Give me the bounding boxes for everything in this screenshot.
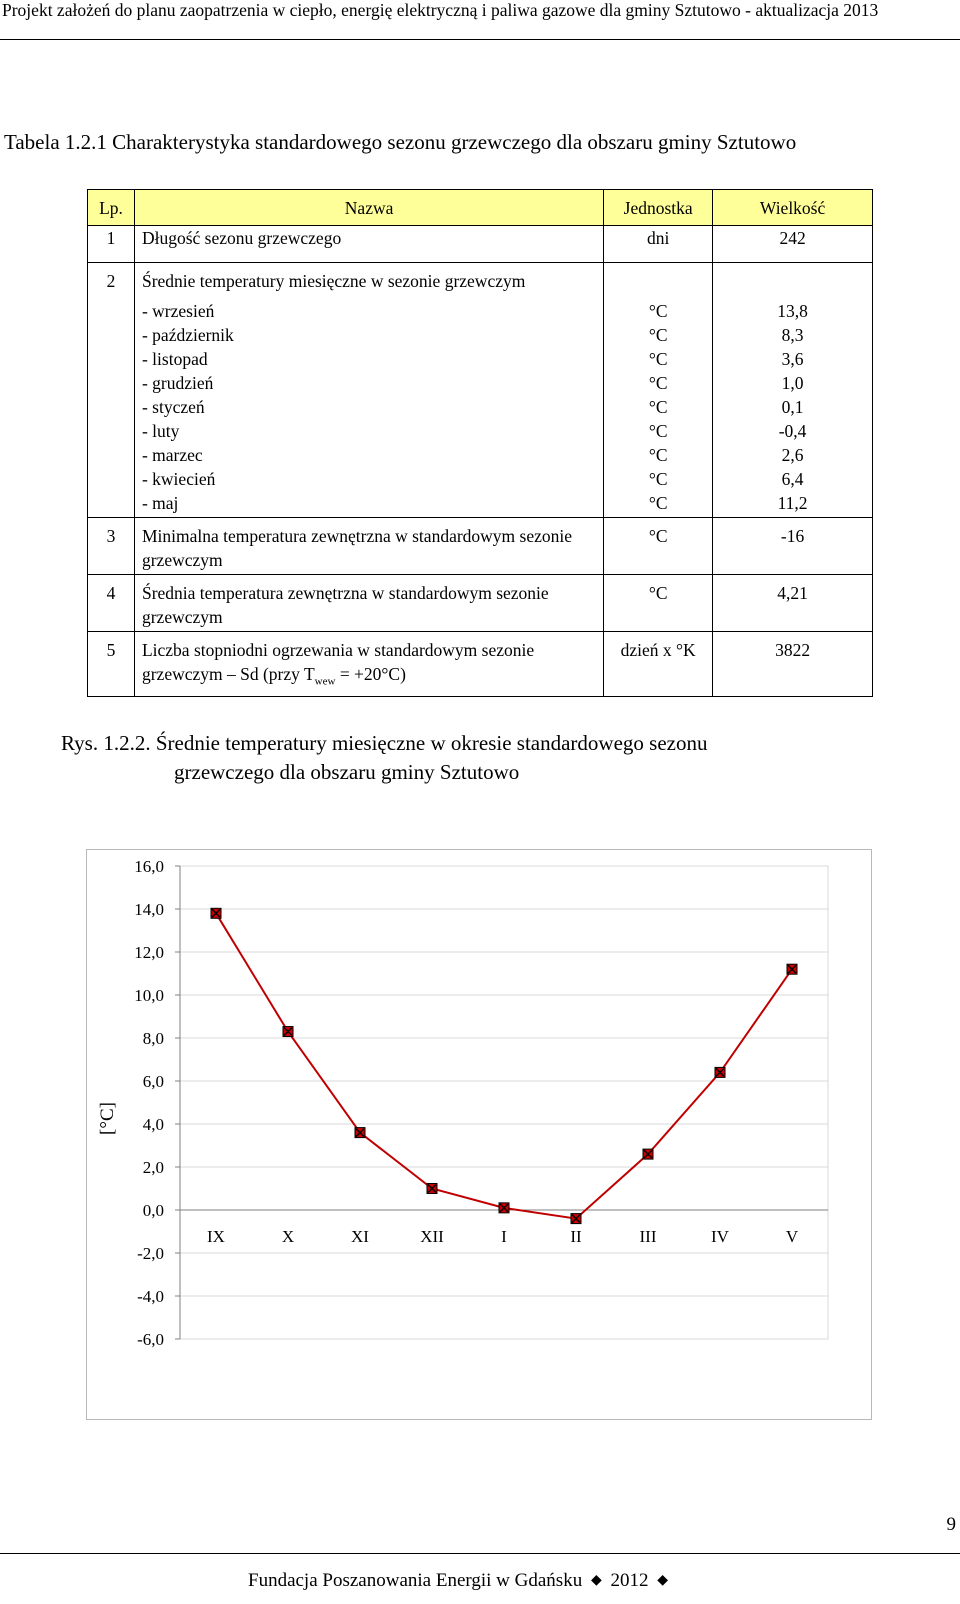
x-tick-label: XII: [420, 1227, 444, 1246]
month-value: 13,8: [777, 301, 808, 321]
y-tick-label: 2,0: [142, 1158, 164, 1177]
y-tick-label: 10,0: [134, 986, 164, 1005]
row-unit: °C: [604, 575, 713, 632]
month-name: - listopad: [141, 349, 208, 369]
month-unit: °C: [648, 445, 668, 465]
y-tick-label: -4,0: [137, 1287, 164, 1306]
month-value: 0,1: [781, 397, 804, 417]
row-lp: 1: [88, 226, 135, 263]
month-unit: °C: [648, 397, 668, 417]
month-name: - luty: [141, 421, 180, 441]
month-unit: °C: [648, 493, 668, 513]
row-value: -16: [713, 518, 873, 575]
x-tick-label: XI: [351, 1227, 369, 1246]
month-unit: °C: [648, 469, 668, 489]
row-name: Minimalna temperatura zewnętrzna w standardowym sezonie grzewczym: [134, 518, 603, 575]
x-tick-label: III: [639, 1227, 657, 1246]
row-lp: 5: [88, 632, 135, 697]
x-tick-label: I: [501, 1227, 507, 1246]
table-row: [88, 226, 873, 263]
y-tick-label: 12,0: [134, 943, 164, 962]
row-name-text-end: = +20°C): [335, 664, 406, 684]
month-unit: °C: [648, 349, 668, 369]
y-tick-label: 14,0: [134, 900, 164, 919]
month-name: - grudzień: [141, 373, 214, 393]
diamond-icon: ◆: [657, 1573, 669, 1588]
figure-caption-line2: grzewczego dla obszaru gminy Sztutowo: [174, 760, 520, 784]
month-value: 8,3: [781, 325, 804, 345]
y-axis-label: [°C]: [97, 1102, 118, 1135]
y-tick-label: 16,0: [134, 857, 164, 876]
row-name: Średnie temperatury miesięczne w sezonie grzewczym: [141, 271, 526, 291]
y-tick-label: -2,0: [137, 1244, 164, 1263]
y-tick-label: 8,0: [142, 1029, 164, 1048]
y-tick-label: 6,0: [142, 1072, 164, 1091]
table-caption: Tabela 1.2.1 Charakterystyka standardowego sezonu grzewczego dla obszaru gminy Sztutowo: [4, 130, 797, 154]
month-name: - maj: [141, 493, 179, 513]
month-name: - wrzesień: [141, 301, 215, 321]
table-row: [88, 518, 873, 575]
page-number: 9: [946, 1514, 956, 1535]
row-name-subscript: wew: [314, 675, 336, 688]
row-name: Średnia temperatura zewnętrzna w standardowym sezonie grzewczym: [134, 575, 603, 632]
month-value: 1,0: [781, 373, 804, 393]
row-unit: °C: [604, 518, 713, 575]
x-tick-label: IV: [711, 1227, 729, 1246]
series-line: [216, 913, 792, 1218]
row-lp: 2: [88, 263, 135, 518]
month-unit: °C: [648, 373, 668, 393]
y-tick-label: 0,0: [142, 1201, 164, 1220]
footer-year: 2012: [610, 1570, 649, 1591]
month-value: -0,4: [778, 421, 807, 441]
month-unit: °C: [648, 301, 668, 321]
x-tick-label: IX: [207, 1227, 225, 1246]
row-name: [134, 632, 603, 697]
heating-season-table: [87, 189, 873, 697]
footer-organization: Fundacja Poszanowania Energii w Gdańsku: [248, 1570, 583, 1591]
month-value: 3,6: [781, 349, 804, 369]
header-value: Wielkość: [713, 190, 873, 226]
chart-frame: [86, 849, 872, 1420]
figure-caption: [61, 729, 707, 787]
page-footer: [248, 1570, 672, 1592]
month-name: - marzec: [141, 445, 203, 465]
month-unit: °C: [648, 325, 668, 345]
x-tick-label: II: [570, 1227, 582, 1246]
table-row: [88, 575, 873, 632]
y-tick-label: -6,0: [137, 1330, 164, 1349]
page-header: [0, 0, 960, 40]
table-row: [88, 263, 873, 518]
row-unit: dni: [604, 226, 713, 263]
row-name: Długość sezonu grzewczego: [134, 226, 603, 263]
header-name: Nazwa: [134, 190, 603, 226]
figure-caption-line1: Rys. 1.2.2. Średnie temperatury miesięczne w okresie standardowego sezonu: [61, 731, 708, 755]
table-header-row: [88, 190, 873, 226]
header-unit: Jednostka: [604, 190, 713, 226]
month-value: 2,6: [781, 445, 804, 465]
month-name: - październik: [141, 325, 234, 345]
month-unit: °C: [648, 421, 668, 441]
row-value: 4,21: [713, 575, 873, 632]
table-row: [88, 632, 873, 697]
row-value: 3822: [713, 632, 873, 697]
row-unit-cell: [604, 263, 713, 518]
x-tick-label: X: [281, 1227, 295, 1246]
month-value: 6,4: [781, 469, 804, 489]
row-lp: 4: [88, 575, 135, 632]
footer-divider: [0, 1553, 960, 1554]
month-value: 11,2: [777, 493, 808, 513]
row-value: 242: [713, 226, 873, 263]
row-value-cell: [713, 263, 873, 518]
temperature-line-chart: [87, 850, 873, 1421]
diamond-icon: ◆: [590, 1573, 602, 1588]
row-name-text: Liczba stopniodni ogrzewania w standardowym sezonie grzewczym – Sd (przy T: [141, 640, 535, 684]
x-tick-label: V: [785, 1227, 799, 1246]
month-name: - styczeń: [141, 397, 205, 417]
plot-area: [180, 866, 828, 1339]
month-name: - kwiecień: [141, 469, 216, 489]
y-tick-label: 4,0: [142, 1115, 164, 1134]
header-lp: Lp.: [88, 190, 135, 226]
row-unit: dzień x °K: [604, 632, 713, 697]
row-lp: 3: [88, 518, 135, 575]
header-title: Projekt założeń do planu zaopatrzenia w ciepło, energię elektryczną i paliwa gazowe dla gminy Sztutowo - aktualizacja 2013: [2, 0, 879, 20]
row-name-cell: [134, 263, 603, 518]
